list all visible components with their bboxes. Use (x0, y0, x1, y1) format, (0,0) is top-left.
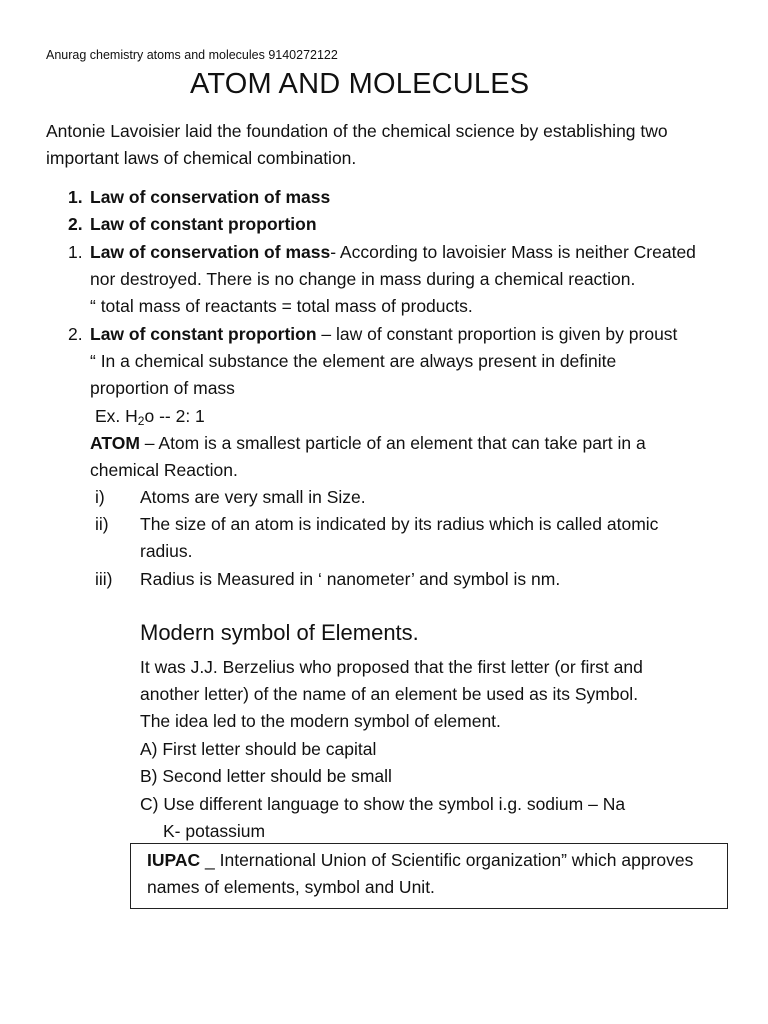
law1-num: 1. (68, 242, 83, 262)
modern-rule-a: A) First letter should be capital (140, 739, 377, 759)
law1-line-1 (90, 239, 696, 266)
law1-text-1: - According to lavoisier Mass is neither Created (330, 242, 696, 262)
intro-line-1: Antonie Lavoisier laid the foundation of the chemical science by establishing two (46, 121, 668, 141)
atom-point-2-cont: radius. (140, 541, 193, 561)
law2-line-1 (90, 321, 677, 348)
atom-point-num-1: i) (95, 487, 105, 507)
modern-rule-c-cont: K- potassium (163, 821, 266, 841)
header-note: Anurag chemistry atoms and molecules 9140272122 (46, 48, 338, 62)
law2-text-1: – law of constant proportion is given by proust (316, 324, 678, 344)
law-list-num-1: 1. (68, 187, 83, 207)
modern-line-3: The idea led to the modern symbol of element. (140, 711, 501, 731)
law2-line-2: “ In a chemical substance the element are always present in definite (90, 351, 617, 371)
atom-point-num-3: iii) (95, 569, 113, 589)
page-title: ATOM AND MOLECULES (190, 68, 530, 100)
modern-line-2: another letter) of the name of an element be used as its Symbol. (140, 684, 639, 704)
modern-line-1: It was J.J. Berzelius who proposed that the first letter (or first and (140, 657, 643, 677)
atom-line-2: chemical Reaction. (90, 460, 238, 480)
atom-text-1: – Atom is a smallest particle of an element that can take part in a (139, 433, 646, 453)
modern-rule-c: C) Use different language to show the symbol i.g. sodium – Na (140, 794, 626, 814)
law-list-item-1: Law of conservation of mass (90, 187, 331, 207)
law-list-item-2: Law of constant proportion (90, 214, 317, 234)
atom-point-num-2: ii) (95, 514, 109, 534)
law1-line-3: “ total mass of reactants = total mass of products. (90, 296, 473, 316)
modern-rule-b: B) Second letter should be small (140, 766, 392, 786)
iupac-line-1 (147, 847, 693, 874)
law1-label: Law of conservation of mass (90, 242, 331, 262)
iupac-text-1: _ International Union of Scientific organization” which approves (200, 850, 694, 870)
atom-label: ATOM (90, 433, 140, 453)
atom-point-1: Atoms are very small in Size. (140, 487, 366, 507)
modern-heading: Modern symbol of Elements. (140, 620, 419, 645)
atom-line-1 (90, 430, 646, 457)
iupac-label: IUPAC (147, 850, 201, 870)
law2-label: Law of constant proportion (90, 324, 317, 344)
law2-example: Ex. $H_2o -- 2$: 1 (95, 406, 205, 428)
atom-point-2: The size of an atom is indicated by its radius which is called atomic (140, 514, 659, 534)
law-list-num-2: 2. (68, 214, 83, 234)
atom-point-3: Radius is Measured in ‘ nanometer’ and symbol is nm. (140, 569, 561, 589)
law2-num: 2. (68, 324, 83, 344)
law2-line-3: proportion of mass (90, 378, 235, 398)
law1-line-2: nor destroyed. There is no change in mass during a chemical reaction. (90, 269, 636, 289)
intro-line-2: important laws of chemical combination. (46, 148, 357, 168)
iupac-line-2: names of elements, symbol and Unit. (147, 877, 435, 897)
